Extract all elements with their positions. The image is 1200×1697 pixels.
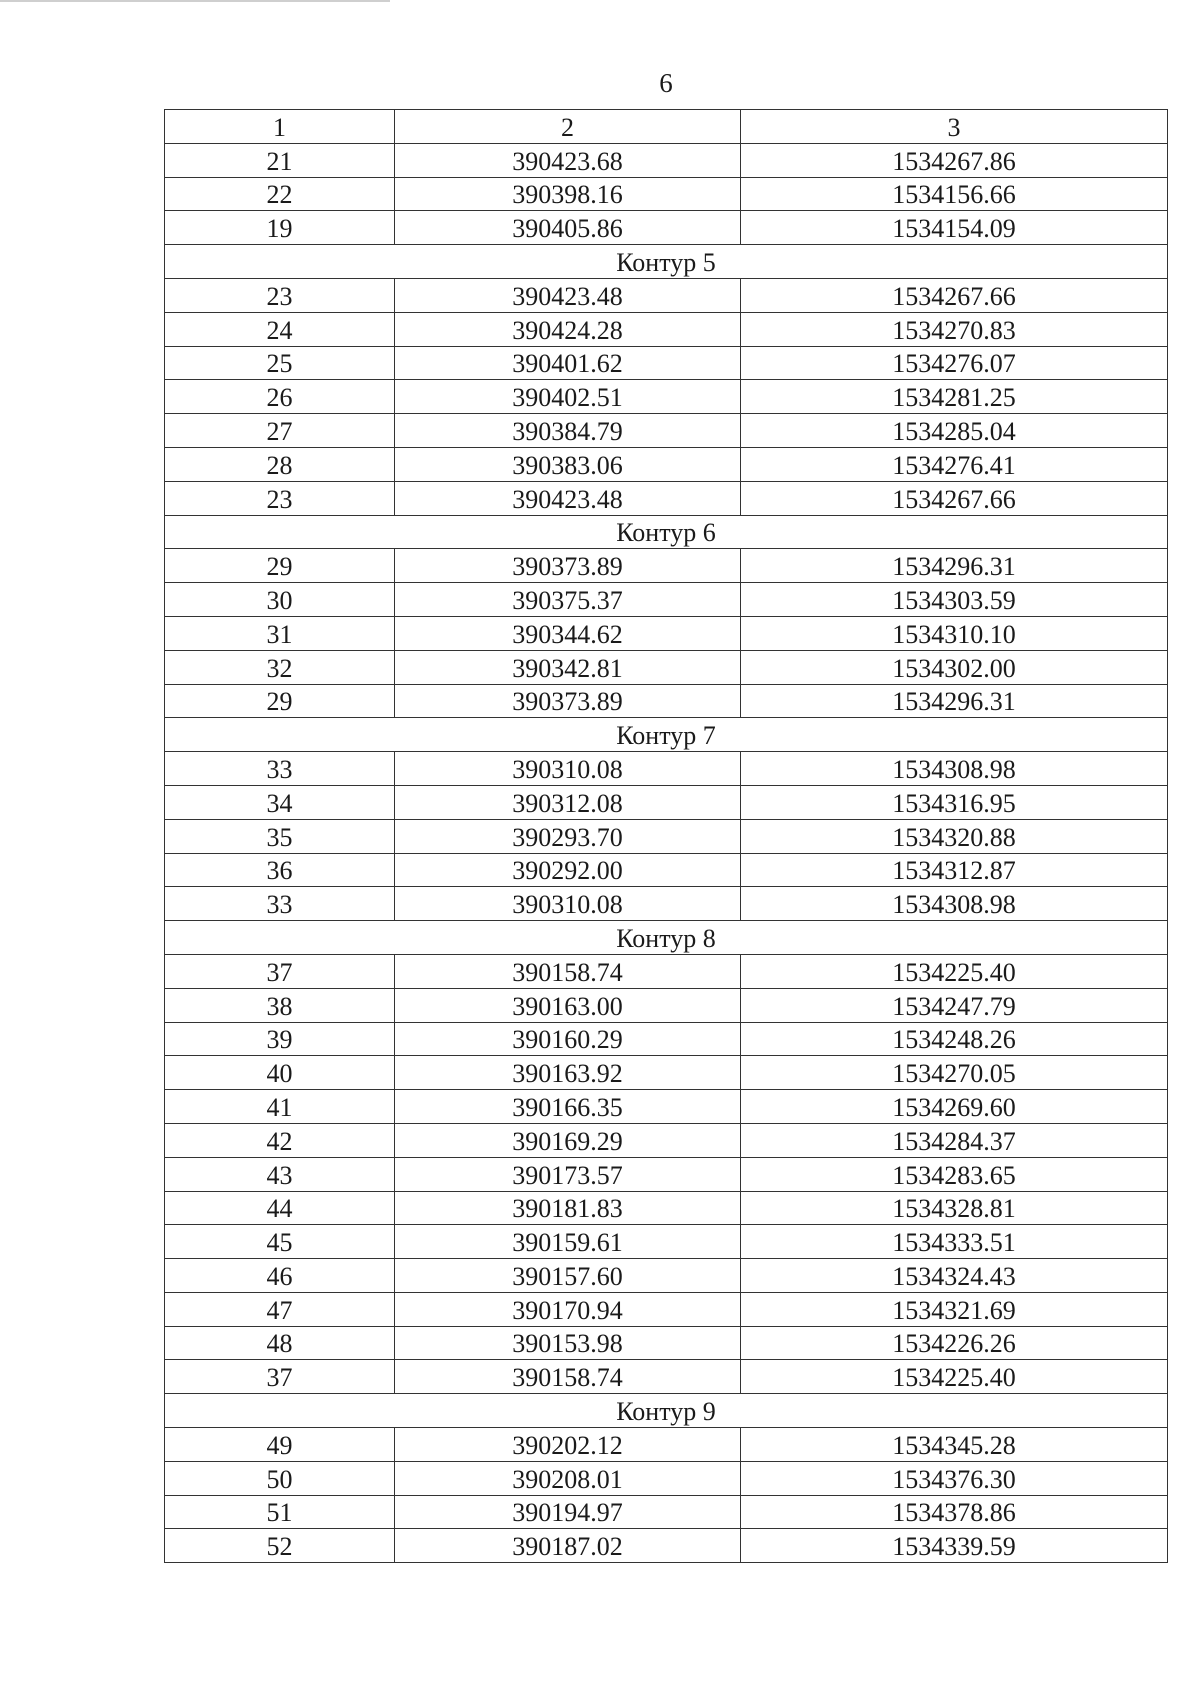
point-number-cell: 24: [165, 312, 395, 346]
table-row: [165, 414, 1168, 448]
x-coordinate-cell: 390166.35: [395, 1090, 741, 1124]
table-row: [165, 1428, 1168, 1462]
x-coordinate-cell: 390157.60: [395, 1259, 741, 1293]
point-number-cell: 37: [165, 954, 395, 988]
y-coordinate-cell: 1534154.09: [741, 211, 1168, 245]
y-coordinate-cell: 1534310.10: [741, 616, 1168, 650]
point-number-cell: 27: [165, 414, 395, 448]
x-coordinate-cell: 390153.98: [395, 1326, 741, 1360]
y-coordinate-cell: 1534284.37: [741, 1123, 1168, 1157]
point-number-cell: 29: [165, 549, 395, 583]
x-coordinate-cell: 390158.74: [395, 1360, 741, 1394]
table-row: [165, 1157, 1168, 1191]
point-number-cell: 28: [165, 447, 395, 481]
page-number: 6: [659, 68, 673, 98]
y-coordinate-cell: 1534324.43: [741, 1259, 1168, 1293]
table-row: [165, 1056, 1168, 1090]
y-coordinate-cell: 1534345.28: [741, 1428, 1168, 1462]
y-coordinate-cell: 1534156.66: [741, 177, 1168, 211]
contour-title: Контур 5: [165, 245, 1168, 279]
y-coordinate-cell: 1534276.41: [741, 447, 1168, 481]
header-cell-1: 1: [165, 110, 395, 144]
y-coordinate-cell: 1534378.86: [741, 1495, 1168, 1529]
point-number-cell: 40: [165, 1056, 395, 1090]
point-number-cell: 36: [165, 853, 395, 887]
contour-title: Контур 6: [165, 515, 1168, 549]
table-row: [165, 1326, 1168, 1360]
point-number-cell: 45: [165, 1225, 395, 1259]
y-coordinate-cell: 1534270.83: [741, 312, 1168, 346]
y-coordinate-cell: 1534248.26: [741, 1022, 1168, 1056]
table-row: [165, 278, 1168, 312]
x-coordinate-cell: 390173.57: [395, 1157, 741, 1191]
table-row: [165, 954, 1168, 988]
table-row: [165, 1191, 1168, 1225]
scan-edge-line: [0, 0, 390, 2]
table-row: [165, 143, 1168, 177]
table-row: [165, 1090, 1168, 1124]
point-number-cell: 42: [165, 1123, 395, 1157]
x-coordinate-cell: 390187.02: [395, 1529, 741, 1563]
y-coordinate-cell: 1534269.60: [741, 1090, 1168, 1124]
point-number-cell: 30: [165, 583, 395, 617]
point-number-cell: 44: [165, 1191, 395, 1225]
x-coordinate-cell: 390423.68: [395, 143, 741, 177]
x-coordinate-cell: 390208.01: [395, 1461, 741, 1495]
y-coordinate-cell: 1534267.66: [741, 481, 1168, 515]
header-cell-2: 2: [395, 110, 741, 144]
x-coordinate-cell: 390202.12: [395, 1428, 741, 1462]
contour-title-row: [165, 718, 1168, 752]
y-coordinate-cell: 1534225.40: [741, 1360, 1168, 1394]
y-coordinate-cell: 1534270.05: [741, 1056, 1168, 1090]
x-coordinate-cell: 390423.48: [395, 481, 741, 515]
table-row: [165, 1022, 1168, 1056]
point-number-cell: 33: [165, 752, 395, 786]
x-coordinate-cell: 390383.06: [395, 447, 741, 481]
table-row: [165, 312, 1168, 346]
y-coordinate-cell: 1534339.59: [741, 1529, 1168, 1563]
x-coordinate-cell: 390163.00: [395, 988, 741, 1022]
point-number-cell: 38: [165, 988, 395, 1022]
x-coordinate-cell: 390373.89: [395, 684, 741, 718]
point-number-cell: 25: [165, 346, 395, 380]
table-row: [165, 1529, 1168, 1563]
x-coordinate-cell: 390401.62: [395, 346, 741, 380]
x-coordinate-cell: 390158.74: [395, 954, 741, 988]
table-row: [165, 1360, 1168, 1394]
table-row: [165, 1225, 1168, 1259]
y-coordinate-cell: 1534276.07: [741, 346, 1168, 380]
table-row: [165, 1123, 1168, 1157]
y-coordinate-cell: 1534283.65: [741, 1157, 1168, 1191]
table-row: [165, 853, 1168, 887]
table-row: [165, 988, 1168, 1022]
coordinates-table: [164, 109, 1168, 1563]
table-row: [165, 177, 1168, 211]
y-coordinate-cell: 1534321.69: [741, 1292, 1168, 1326]
x-coordinate-cell: 390194.97: [395, 1495, 741, 1529]
point-number-cell: 29: [165, 684, 395, 718]
point-number-cell: 34: [165, 785, 395, 819]
y-coordinate-cell: 1534281.25: [741, 380, 1168, 414]
x-coordinate-cell: 390384.79: [395, 414, 741, 448]
y-coordinate-cell: 1534303.59: [741, 583, 1168, 617]
y-coordinate-cell: 1534226.26: [741, 1326, 1168, 1360]
contour-title: Контур 8: [165, 921, 1168, 955]
point-number-cell: 35: [165, 819, 395, 853]
y-coordinate-cell: 1534296.31: [741, 549, 1168, 583]
header-cell-3: 3: [741, 110, 1168, 144]
y-coordinate-cell: 1534333.51: [741, 1225, 1168, 1259]
x-coordinate-cell: 390375.37: [395, 583, 741, 617]
x-coordinate-cell: 390160.29: [395, 1022, 741, 1056]
table-row: [165, 583, 1168, 617]
point-number-cell: 43: [165, 1157, 395, 1191]
table-row: [165, 211, 1168, 245]
table-row: [165, 684, 1168, 718]
table-row: [165, 650, 1168, 684]
x-coordinate-cell: 390292.00: [395, 853, 741, 887]
x-coordinate-cell: 390398.16: [395, 177, 741, 211]
x-coordinate-cell: 390423.48: [395, 278, 741, 312]
table-row: [165, 1292, 1168, 1326]
point-number-cell: 21: [165, 143, 395, 177]
point-number-cell: 52: [165, 1529, 395, 1563]
x-coordinate-cell: 390310.08: [395, 752, 741, 786]
point-number-cell: 23: [165, 481, 395, 515]
x-coordinate-cell: 390402.51: [395, 380, 741, 414]
y-coordinate-cell: 1534302.00: [741, 650, 1168, 684]
y-coordinate-cell: 1534225.40: [741, 954, 1168, 988]
x-coordinate-cell: 390181.83: [395, 1191, 741, 1225]
point-number-cell: 39: [165, 1022, 395, 1056]
header-row: [165, 110, 1168, 144]
table-row: [165, 785, 1168, 819]
y-coordinate-cell: 1534296.31: [741, 684, 1168, 718]
x-coordinate-cell: 390344.62: [395, 616, 741, 650]
point-number-cell: 47: [165, 1292, 395, 1326]
x-coordinate-cell: 390293.70: [395, 819, 741, 853]
table-row: [165, 1495, 1168, 1529]
table-row: [165, 616, 1168, 650]
point-number-cell: 50: [165, 1461, 395, 1495]
point-number-cell: 22: [165, 177, 395, 211]
point-number-cell: 33: [165, 887, 395, 921]
point-number-cell: 48: [165, 1326, 395, 1360]
x-coordinate-cell: 390163.92: [395, 1056, 741, 1090]
table-row: [165, 752, 1168, 786]
x-coordinate-cell: 390312.08: [395, 785, 741, 819]
x-coordinate-cell: 390373.89: [395, 549, 741, 583]
point-number-cell: 23: [165, 278, 395, 312]
y-coordinate-cell: 1534312.87: [741, 853, 1168, 887]
y-coordinate-cell: 1534376.30: [741, 1461, 1168, 1495]
table-row: [165, 380, 1168, 414]
point-number-cell: 41: [165, 1090, 395, 1124]
x-coordinate-cell: 390169.29: [395, 1123, 741, 1157]
table-row: [165, 447, 1168, 481]
point-number-cell: 37: [165, 1360, 395, 1394]
y-coordinate-cell: 1534267.86: [741, 143, 1168, 177]
point-number-cell: 46: [165, 1259, 395, 1293]
contour-title-row: [165, 921, 1168, 955]
x-coordinate-cell: 390310.08: [395, 887, 741, 921]
contour-title: Контур 9: [165, 1394, 1168, 1428]
y-coordinate-cell: 1534308.98: [741, 752, 1168, 786]
point-number-cell: 51: [165, 1495, 395, 1529]
point-number-cell: 26: [165, 380, 395, 414]
table-row: [165, 819, 1168, 853]
y-coordinate-cell: 1534308.98: [741, 887, 1168, 921]
y-coordinate-cell: 1534316.95: [741, 785, 1168, 819]
x-coordinate-cell: 390424.28: [395, 312, 741, 346]
contour-title-row: [165, 515, 1168, 549]
point-number-cell: 49: [165, 1428, 395, 1462]
x-coordinate-cell: 390405.86: [395, 211, 741, 245]
x-coordinate-cell: 390170.94: [395, 1292, 741, 1326]
x-coordinate-cell: 390342.81: [395, 650, 741, 684]
table-row: [165, 1461, 1168, 1495]
table-row: [165, 887, 1168, 921]
contour-title-row: [165, 245, 1168, 279]
table-body: [165, 110, 1168, 1563]
table-row: [165, 549, 1168, 583]
y-coordinate-cell: 1534285.04: [741, 414, 1168, 448]
table-row: [165, 1259, 1168, 1293]
y-coordinate-cell: 1534247.79: [741, 988, 1168, 1022]
y-coordinate-cell: 1534328.81: [741, 1191, 1168, 1225]
contour-title: Контур 7: [165, 718, 1168, 752]
table-row: [165, 481, 1168, 515]
table-row: [165, 346, 1168, 380]
y-coordinate-cell: 1534267.66: [741, 278, 1168, 312]
point-number-cell: 32: [165, 650, 395, 684]
contour-title-row: [165, 1394, 1168, 1428]
point-number-cell: 31: [165, 616, 395, 650]
y-coordinate-cell: 1534320.88: [741, 819, 1168, 853]
x-coordinate-cell: 390159.61: [395, 1225, 741, 1259]
point-number-cell: 19: [165, 211, 395, 245]
